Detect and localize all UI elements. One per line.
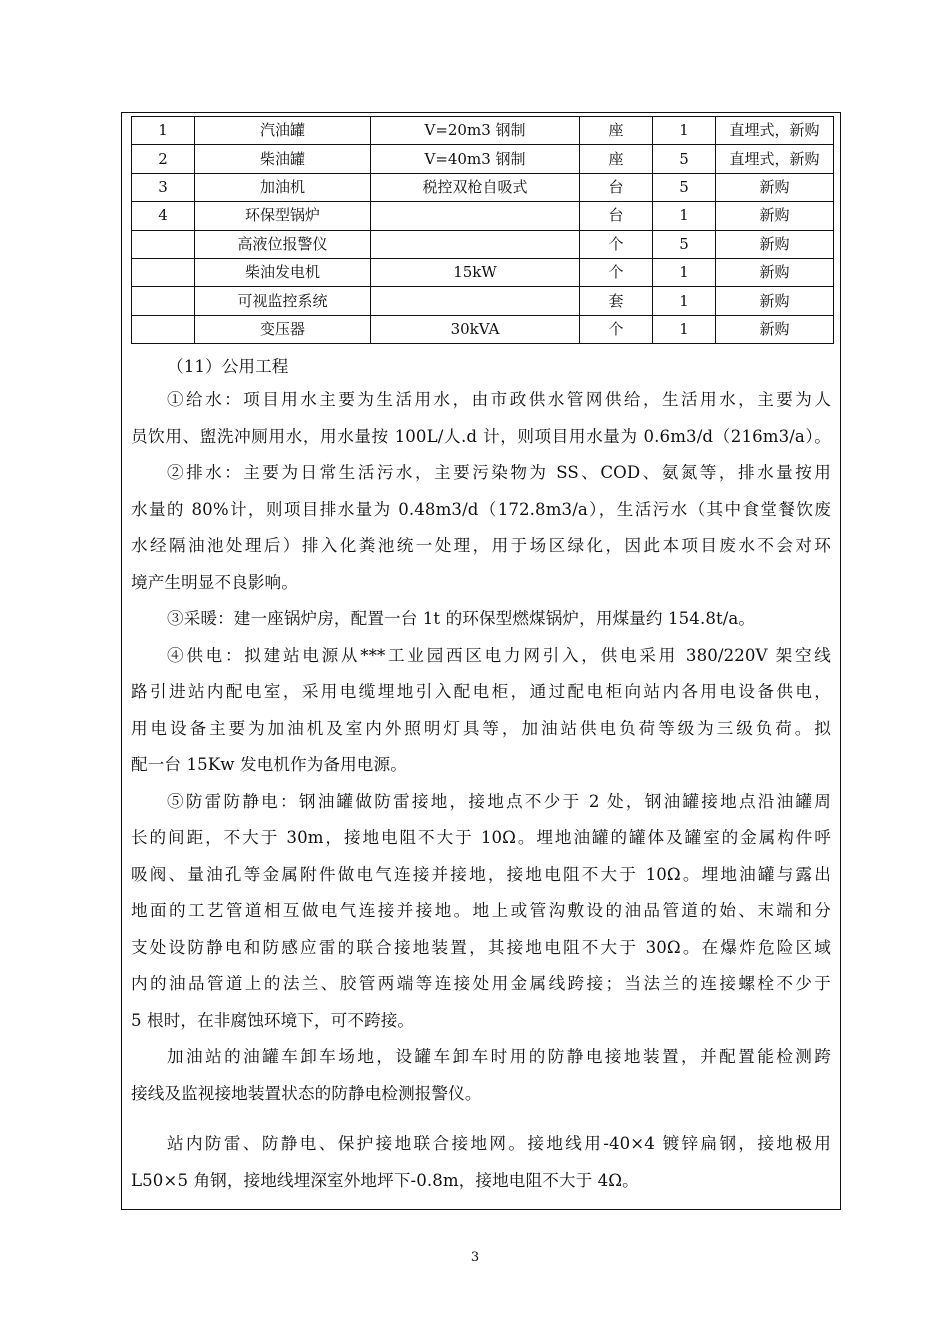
cell-remark: 新购 [716, 202, 834, 230]
text-line: ③采暖：建一座锅炉房，配置一台 1t 的环保型燃煤锅炉，用煤量约 154.8t/a。 [167, 609, 756, 628]
cell-remark: 新购 [716, 287, 834, 315]
cell-remark: 新购 [716, 315, 834, 343]
cell-name: 变压器 [195, 315, 371, 343]
text-line: 加油站的油罐车卸车场地，设罐车卸车时用的防静电接地装置，并配置能检测跨 [167, 1047, 831, 1066]
cell-remark: 新购 [716, 258, 834, 286]
cell-index: 2 [132, 145, 195, 173]
cell-name: 加油机 [195, 173, 371, 201]
text-line: 员饮用、盥洗冲厕用水，用水量按 100L/人.d 计，则项目用水量为 0.6m3/d（216m3/a）。 [131, 426, 831, 446]
cell-spec [371, 202, 580, 230]
table-row [132, 145, 834, 173]
cell-quantity: 5 [653, 145, 716, 173]
cell-name: 柴油发电机 [195, 258, 371, 286]
text-line: 地面的工艺管道相互做电气连接并接地。地上或管沟敷设的油品管道的始、末端和分 [131, 901, 831, 920]
equipment-table [131, 116, 834, 344]
cell-name: 汽油罐 [195, 117, 371, 145]
cell-quantity: 1 [653, 258, 716, 286]
cell-unit: 个 [580, 230, 653, 258]
text-line: 路引进站内配电室，采用电缆埋地引入配电柜，通过配电柜向站内各用电设备供电， [131, 682, 831, 701]
text-line: 支处设防静电和防感应雷的联合接地装置，其接地电阻不大于 30Ω。在爆炸危险区域 [131, 937, 831, 957]
cell-quantity: 1 [653, 315, 716, 343]
cell-index: 4 [132, 202, 195, 230]
text-line: 5 根时，在非腐蚀环境下，可不跨接。 [131, 1010, 415, 1030]
text-line: 水量的 80%计，则项目排水量为 0.48m3/d（172.8m3/a），生活污水（其中食堂餐饮废 [131, 499, 831, 519]
text-line: 境产生明显不良影响。 [131, 572, 298, 592]
section-heading: （11）公用工程 [167, 357, 289, 376]
cell-name: 可视监控系统 [195, 287, 371, 315]
text-line: 长的间距，不大于 30m，接地电阻不大于 10Ω。埋地油罐的罐体及罐室的金属构件呼 [131, 828, 831, 847]
table-row [132, 117, 834, 145]
utility-section [131, 352, 831, 1199]
table-row [132, 258, 834, 286]
cell-name: 高液位报警仪 [195, 230, 371, 258]
cell-unit: 台 [580, 202, 653, 230]
paragraph-spacer [131, 1112, 831, 1126]
cell-unit: 台 [580, 173, 653, 201]
cell-remark: 新购 [716, 230, 834, 258]
text-line: 站内防雷、防静电、保护接地联合接地网。接地线用-40×4 镀锌扁钢，接地极用 [167, 1134, 831, 1153]
text-line: 用电设备主要为加油机及室内外照明灯具等，加油站供电负荷等级为三级负荷。拟 [131, 718, 831, 738]
table-row [132, 173, 834, 201]
cell-index [132, 315, 195, 343]
cell-spec [371, 230, 580, 258]
text-line: 内的油品管道上的法兰、胶管两端等连接处用金属线跨接；当法兰的连接螺栓不少于 [131, 974, 831, 993]
table-row [132, 230, 834, 258]
table-row [132, 315, 834, 343]
cell-unit: 套 [580, 287, 653, 315]
cell-unit: 座 [580, 145, 653, 173]
text-line: ⑤防雷防静电：钢油罐做防雷接地，接地点不少于 2 处，钢油罐接地点沿油罐周 [167, 791, 831, 811]
cell-quantity: 1 [653, 117, 716, 145]
table-row [132, 287, 834, 315]
text-line: ②排水：主要为日常生活污水，主要污染物为 SS、COD、氨氮等，排水量按用 [167, 463, 831, 482]
cell-name: 环保型锅炉 [195, 202, 371, 230]
cell-remark: 直埋式，新购 [716, 117, 834, 145]
table-row [132, 202, 834, 230]
cell-unit: 个 [580, 315, 653, 343]
cell-index [132, 230, 195, 258]
page-number: 3 [470, 1250, 480, 1265]
cell-index: 1 [132, 117, 195, 145]
cell-index [132, 287, 195, 315]
cell-quantity: 1 [653, 287, 716, 315]
cell-spec: V=40m3 钢制 [371, 145, 580, 173]
text-line: ①给水：项目用水主要为生活用水，由市政供水管网供给，生活用水，主要为人 [167, 390, 831, 409]
cell-quantity: 1 [653, 202, 716, 230]
cell-spec: 15kW [371, 258, 580, 286]
cell-name: 柴油罐 [195, 145, 371, 173]
cell-remark: 新购 [716, 173, 834, 201]
text-line: L50×5 角钢，接地线埋深室外地坪下-0.8m，接地电阻不大于 4Ω。 [131, 1170, 639, 1190]
cell-spec: V=20m3 钢制 [371, 117, 580, 145]
text-line: 接线及监视接地装置状态的防静电检测报警仪。 [131, 1083, 482, 1103]
text-line: ④供电：拟建站电源从***工业园西区电力网引入，供电采用 380/220V 架空线 [167, 645, 831, 665]
cell-index: 3 [132, 173, 195, 201]
text-line: 配一台 15Kw 发电机作为备用电源。 [131, 755, 407, 774]
text-line: 吸阀、量油孔等金属附件做电气连接并接地，接地电阻不大于 10Ω。埋地油罐与露出 [131, 864, 831, 884]
cell-spec [371, 287, 580, 315]
cell-quantity: 5 [653, 230, 716, 258]
text-line: 水经隔油池处理后）排入化粪池统一处理，用于场区绿化，因此本项目废水不会对环 [131, 536, 831, 555]
cell-unit: 个 [580, 258, 653, 286]
cell-remark: 直埋式，新购 [716, 145, 834, 173]
cell-index [132, 258, 195, 286]
cell-spec: 税控双枪自吸式 [371, 173, 580, 201]
cell-unit: 座 [580, 117, 653, 145]
cell-quantity: 5 [653, 173, 716, 201]
cell-spec: 30kVA [371, 315, 580, 343]
